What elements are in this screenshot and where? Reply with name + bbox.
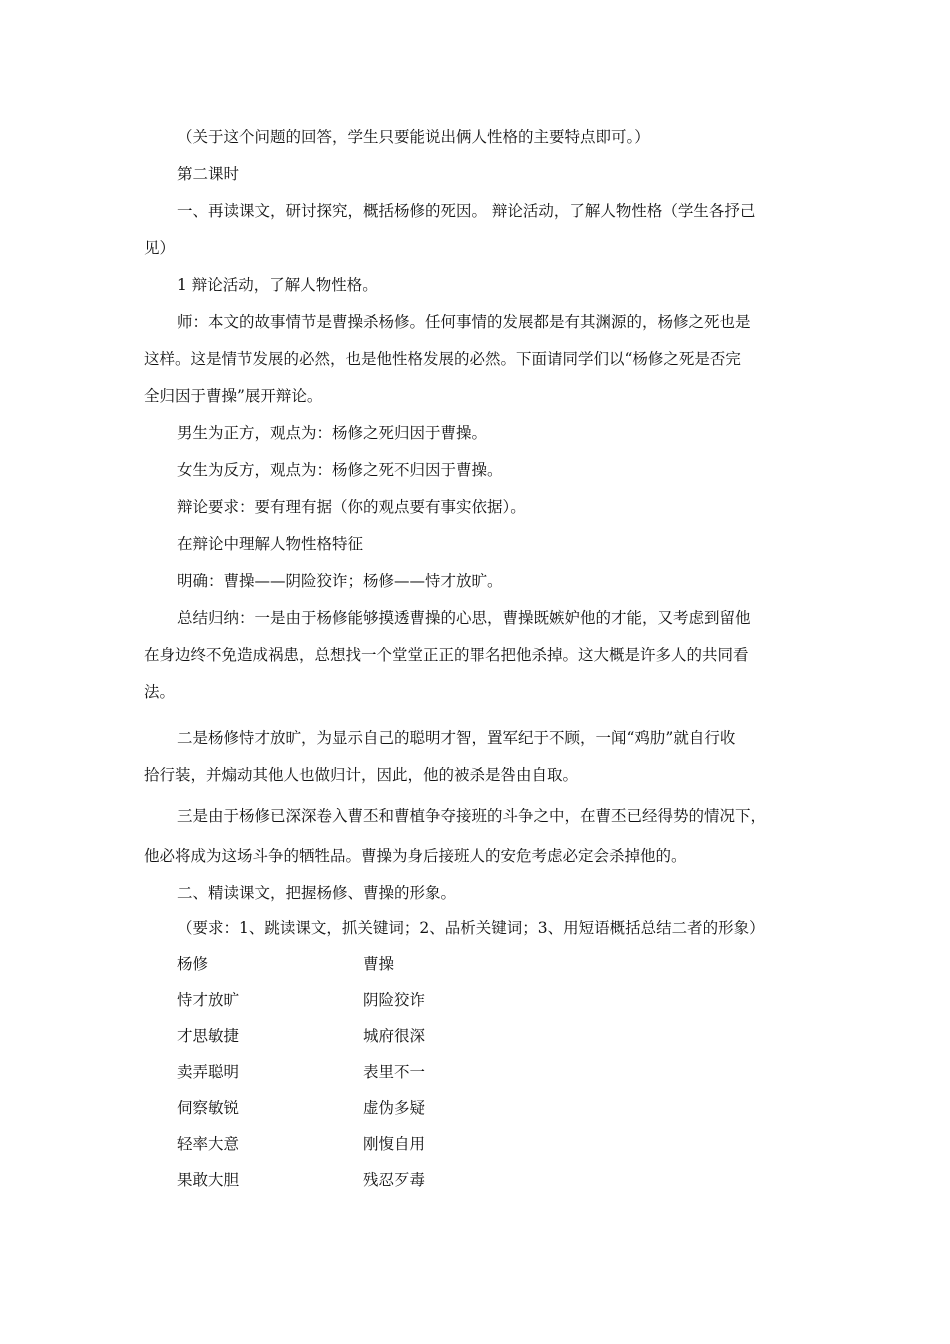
paragraph-summary: 总结归纳：一是由于杨修能够摸透曹操的心思，曹操既嫉妒他的才能，又考虑到留他 <box>177 609 751 627</box>
paragraph-girls-side: 女生为反方，观点为：杨修之死不归因于曹操。 <box>177 461 503 479</box>
table-cell-caocao: 虚伪多疑 <box>363 1099 426 1117</box>
section-heading-second-lesson: 第二课时 <box>177 165 240 183</box>
paragraph-summary-cont1: 在身边终不免造成祸患，总想找一个堂堂正正的罪名把他杀掉。这大概是许多人的共同看 <box>144 646 749 664</box>
table-cell-yangxiu: 伺察敏锐 <box>177 1099 240 1117</box>
paragraph-part2-title: 二、精读课文，把握杨修、曹操的形象。 <box>177 884 457 902</box>
table-cell-caocao: 刚愎自用 <box>363 1135 426 1153</box>
paragraph-reason-three: 三是由于杨修已深深卷入曹丕和曹植争夺接班的斗争之中，在曹丕已经得势的情况下， <box>177 807 767 825</box>
paragraph-summary-cont2: 法。 <box>144 683 176 701</box>
table-cell-caocao: 残忍歹毒 <box>363 1171 426 1189</box>
paragraph-reason-two: 二是杨修恃才放旷，为显示自己的聪明才智，置军纪于不顾，一闻“鸡肋”就自行收 <box>177 729 736 747</box>
table-cell-caocao: 表里不一 <box>363 1063 426 1081</box>
table-cell-yangxiu: 果敢大胆 <box>177 1171 240 1189</box>
table-header-yangxiu: 杨修 <box>177 955 209 973</box>
paragraph-character-traits: 在辩论中理解人物性格特征 <box>177 535 364 553</box>
paragraph-teacher: 师：本文的故事情节是曹操杀杨修。任何事情的发展都是有其渊源的，杨修之死也是 <box>177 313 751 331</box>
paragraph-part1-title: 一、再读课文，研讨探究，概括杨修的死因。 辩论活动，了解人物性格（学生各抒己 <box>177 202 756 220</box>
paragraph-reason-two-cont: 拾行装，并煽动其他人也做归计，因此，他的被杀是咎由自取。 <box>144 766 579 784</box>
paragraph-clarify: 明确：曹操——阴险狡诈；杨修——恃才放旷。 <box>177 572 503 590</box>
table-cell-yangxiu: 轻率大意 <box>177 1135 240 1153</box>
paragraph-part2-requirement: （要求：1、跳读课文，抓关键词；2、品析关键词；3、用短语概括总结二者的形象） <box>177 919 765 937</box>
paragraph-note: （关于这个问题的回答，学生只要能说出俩人性格的主要特点即可。） <box>177 128 650 146</box>
paragraph-teacher-cont2: 全归因于曹操”展开辩论。 <box>144 387 323 405</box>
paragraph-teacher-cont1: 这样。这是情节发展的必然，也是他性格发展的必然。下面请同学们以“杨修之死是否完 <box>144 350 741 368</box>
table-header-caocao: 曹操 <box>363 955 395 973</box>
table-cell-caocao: 阴险狡诈 <box>363 991 426 1009</box>
paragraph-debate-requirement: 辩论要求：要有理有据（你的观点要有事实依据）。 <box>177 498 526 516</box>
table-cell-yangxiu: 卖弄聪明 <box>177 1063 240 1081</box>
table-cell-caocao: 城府很深 <box>363 1027 426 1045</box>
paragraph-part1-title-cont: 见） <box>144 239 176 257</box>
paragraph-boys-side: 男生为正方，观点为：杨修之死归因于曹操。 <box>177 424 488 442</box>
paragraph-debate-item: 1 辩论活动，了解人物性格。 <box>177 276 378 294</box>
paragraph-reason-three-cont: 他必将成为这场斗争的牺牲品。曹操为身后接班人的安危考虑必定会杀掉他的。 <box>144 847 687 865</box>
table-cell-yangxiu: 恃才放旷 <box>177 991 240 1009</box>
table-cell-yangxiu: 才思敏捷 <box>177 1027 240 1045</box>
